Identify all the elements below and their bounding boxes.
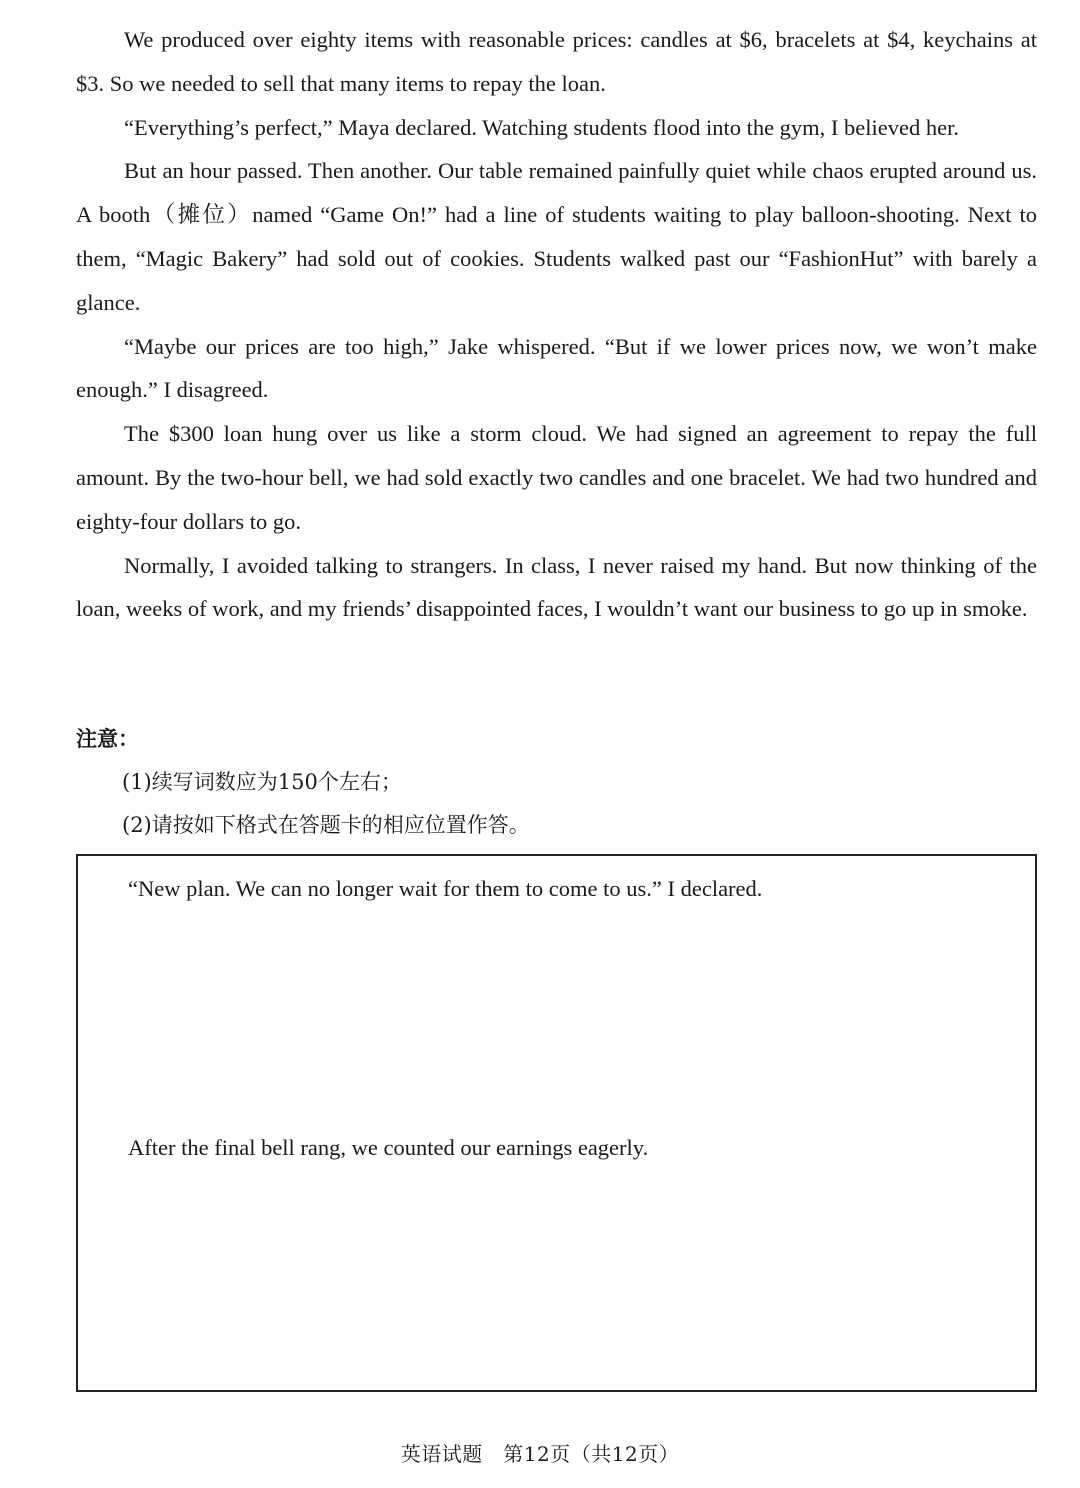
paragraph-normally: Normally, I avoided talking to strangers. In class, I never raised my hand. But now thinking of the loan, weeks of work, and my friends’ disappointed faces, I wouldn’t want our business to go up in smoke. [76,552,1037,622]
paragraph-maya: “Everything’s perfect,” Maya declared. Watching students flood into the gym, I believed her. [124,114,960,140]
page-footer: 英语试题 第12页（共12页） [400,1442,680,1466]
notes-title: 注意： [76,727,139,751]
paragraph-jake: “Maybe our prices are too high,” Jake whispered. “But if we lower prices now, we won’t make enough.” I disagreed. [76,333,1037,403]
answer-box [76,854,1037,1392]
paragraph-hour-passed: But an hour passed. Then another. Our table remained painfully quiet while chaos erupted around us. A booth（摊位）named “Game On!” had a line of students waiting to play balloon-shooting. Next to them, “Magic Bakery” had sold out of cookies. Students walked past our “FashionHut” with barely a glance. [76,158,1037,315]
notes-section [76,718,530,847]
paragraph-loan: The $300 loan hung over us like a storm cloud. We had signed an agreement to repay the full amount. By the two-hour bell, we had sold exactly two candles and one bracelet. We had two hundred and eighty-four dollars to go. [76,421,1037,534]
story-passage [76,18,1037,631]
continuation-first-line: “New plan. We can no longer wait for them to come to us.” I declared. [128,876,763,901]
note-word-count: (1)续写词数应为150个左右； [122,770,402,794]
continuation-second-line: After the final bell rang, we counted our earnings eagerly. [128,1135,649,1160]
note-answer-format: (2)请按如下格式在答题卡的相应位置作答。 [122,813,530,837]
paragraph-prices: We produced over eighty items with reasonable prices: candles at $6, bracelets at $4, keychains at $3. So we needed to sell that many items to repay the loan. [76,27,1037,96]
